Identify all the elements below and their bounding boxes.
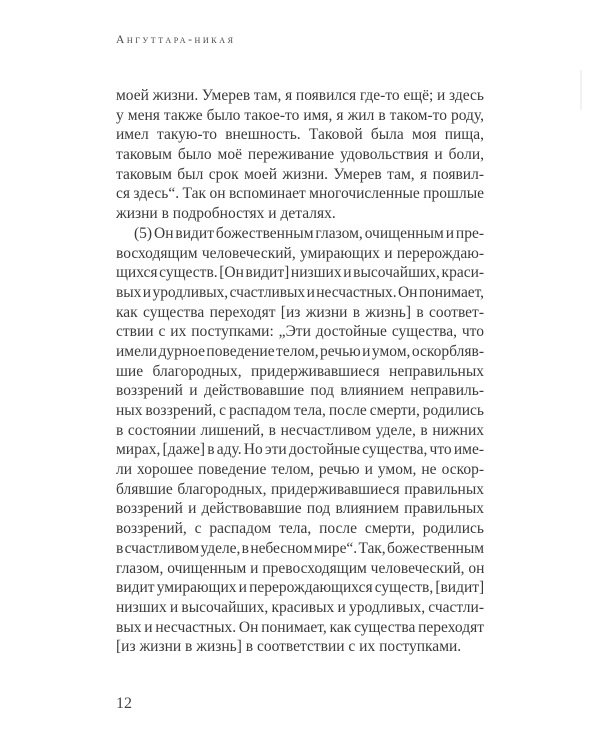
text-line: вых и несчастных. Он понимает, как существа переходят (116, 618, 484, 636)
text-line: таковым было моё переживание удовольствия и боли, (116, 146, 484, 164)
text-line: имели дурное поведение телом, речью и умом, оскорбляв- (116, 342, 484, 360)
text-line: ли хорошее поведение телом, речью и умом, не оскор- (116, 461, 484, 479)
text-line: в счастливом уделе, в небесном мире“. Так, божественным (116, 539, 484, 557)
text-line: мирах, [даже] в аду. Но эти достойные существа, что име- (116, 441, 484, 459)
paragraph (116, 224, 484, 657)
text-line: моей жизни. Умерев там, я появился где-то ещё; и здесь (116, 87, 484, 104)
text-line: глазом, очищенным и превосходящим человеческий, он (116, 559, 485, 577)
text-line: в состоянии лишений, в несчастливом уделе, в нижних (116, 421, 484, 439)
text-line: как существа переходят [из жизни в жизнь] в соответ- (116, 303, 484, 321)
text-line: жизни в подробностях и деталях. (116, 205, 336, 223)
text-line: видит умирающих и перерождающихся существ, [видит] (116, 579, 485, 597)
page-number: 12 (116, 695, 132, 712)
text-line: ствии с их поступками: „Эти достойные существа, что (116, 323, 484, 341)
text-line: ных воззрений, с распадом тела, после смерти, родились (116, 402, 484, 419)
text-line: щихся существ. [Он видит] низших и высочайших, краси- (116, 264, 485, 282)
body-text (116, 86, 484, 657)
text-line: восходящим человеческий, умирающих и перерождаю- (116, 244, 484, 262)
text-line: (5) Он видит божественным глазом, очищенным и пре- (134, 224, 484, 242)
running-header: Ангуттара-никая (116, 34, 236, 46)
text-line: воззрений и действовавшие под влиянием неправиль- (116, 382, 484, 400)
text-line: низших и высочайших, красивых и уродливых, счастли- (116, 598, 484, 616)
text-line: шие благородных, придерживавшиеся неправильных (116, 362, 484, 380)
text-line: вых и уродливых, счастливых и несчастных. Он понимает, (116, 283, 484, 301)
scan-edge-mark (580, 70, 582, 110)
text-line: блявшие благородных, придерживавшиеся правильных (116, 480, 484, 498)
text-line: [из жизни в жизнь] в соответствии с их поступками. (116, 638, 462, 656)
paragraph (116, 86, 484, 224)
text-line: воззрений, с распадом тела, после смерти, родились (116, 520, 484, 538)
text-line: таковым был срок моей жизни. Умерев там, я появил- (116, 165, 484, 183)
text-line: воззрений и действовавшие под влиянием правильных (116, 500, 484, 518)
text-line: имел такую-то внешность. Таковой была моя пища, (116, 126, 484, 144)
text-line: у меня также было такое-то имя, я жил в таком-то роду, (116, 106, 484, 124)
text-line: ся здесь“. Так он вспоминает многочисленные прошлые (116, 185, 484, 203)
